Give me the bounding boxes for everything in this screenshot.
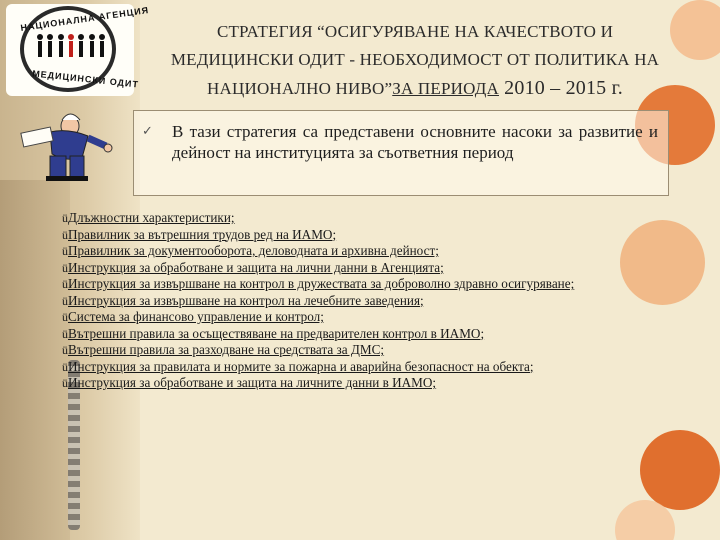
page-title	[150, 18, 680, 103]
list-item-text: Инструкция за обработване и защита на личните данни в ИАМО;	[68, 375, 437, 390]
checkmark-icon: ü	[62, 343, 68, 357]
checkmark-icon: ü	[62, 277, 68, 291]
list-item-text: Длъжностни характеристики;	[68, 210, 235, 225]
title-line-3a: НАЦИОНАЛНО НИВО”	[207, 79, 393, 98]
logo-text-bottom: МЕДИЦИНСКИ ОДИТ	[31, 68, 140, 90]
title-line-3c: 2010 – 2015 г.	[498, 77, 623, 99]
worker-figure-icon	[10, 102, 120, 182]
list-item-text: Вътрешни правила за разходване на средствата за ДМС;	[68, 342, 385, 357]
left-shadow	[0, 180, 70, 540]
title-line-1: СТРАТЕГИЯ “ОСИГУРЯВАНЕ НА КАЧЕСТВОТО И	[216, 22, 614, 41]
list-item	[62, 227, 662, 244]
list-item	[62, 210, 662, 227]
checkmark-icon: ü	[62, 359, 68, 374]
list-item-text: Инструкция за извършване на контрол в дружествата за доброволно здравно осигуряване;	[68, 276, 575, 291]
list-item	[62, 375, 662, 392]
title-line-3	[150, 74, 680, 103]
strategy-description-box	[133, 110, 669, 196]
checkmark-icon: ü	[62, 227, 68, 242]
list-item	[62, 243, 662, 260]
logo-people-icon	[36, 34, 106, 60]
list-item	[62, 326, 662, 343]
list-item	[62, 309, 662, 326]
list-item-text: Правилник за вътрешния трудов ред на ИАМО;	[68, 226, 337, 242]
list-item	[62, 260, 662, 277]
list-item	[62, 293, 662, 310]
list-item	[62, 359, 662, 376]
list-item	[62, 276, 662, 293]
list-item-text: Вътрешни правила за осъществяване на предварителен контрол в ИАМО;	[68, 325, 485, 341]
checkmark-icon: ü	[62, 244, 68, 258]
checkmark-icon: ü	[62, 293, 68, 308]
logo-text-top: НАЦИОНАЛНА АГЕНЦИЯ	[19, 5, 150, 33]
list-item-text: Инструкция за извършване на контрол на лечебните заведения;	[68, 292, 424, 308]
list-item-text: Система за финансово управление и контрол;	[68, 309, 324, 324]
checkmark-icon: ü	[62, 260, 68, 275]
checkmark-icon: ü	[62, 211, 68, 225]
list-item-text: Инструкция за обработване и защита на лични данни в Агенцията;	[68, 259, 444, 275]
title-line-2: МЕДИЦИНСКИ ОДИТ - НЕОБХОДИМОСТ ОТ ПОЛИТИКА НА	[170, 50, 660, 69]
strategy-description-text: В тази стратегия са представени основните насоки за развитие и дейност на институцията за съответния период	[172, 122, 658, 162]
list-item-text: Инструкция за правилата и нормите за пожарна и аварийна безопасност на обекта;	[68, 358, 534, 374]
checkmark-icon: ü	[62, 326, 68, 341]
documents-list	[62, 210, 662, 392]
checkmark-icon: ü	[62, 376, 68, 390]
circle-orange-bottom	[640, 430, 720, 510]
title-line-3b: ЗА ПЕРИОДА	[392, 79, 499, 98]
checkmark-icon: ü	[62, 310, 68, 324]
agency-logo	[6, 4, 150, 96]
list-item-text: Правилник за документооборота, деловодната и архивна дейност;	[68, 243, 439, 258]
checkmark-icon: ✓	[142, 123, 153, 138]
list-item	[62, 342, 662, 359]
